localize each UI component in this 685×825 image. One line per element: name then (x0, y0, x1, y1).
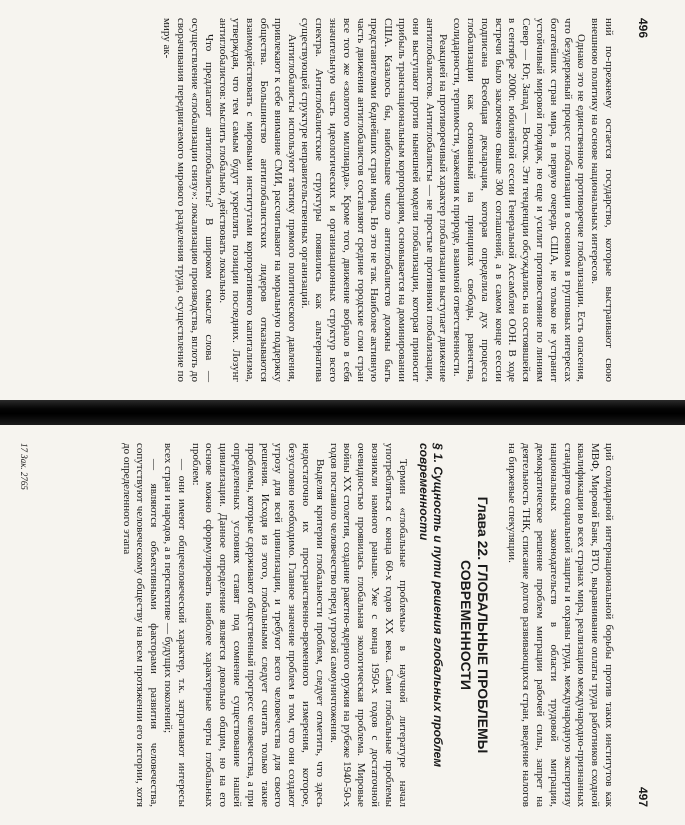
left-page (0, 0, 685, 400)
page-number-left: 496 (636, 18, 650, 39)
section-title: § 1. Сущность и пути решения глобальных проблем современности (416, 443, 445, 768)
paragraph: ний по-прежнему остается государство, которые выстраивают свою внешнюю политику на основе национальных интересов. (589, 18, 615, 382)
paragraph-continuation: ций солидарной интернациональной борьбы против таких институтов как МВФ, Мировой Банк, ВТО, выравнивание оплаты труда работников сходной квалификации во всех странах мира, реализацию международно-признанных стандартов социальной защиты и охраны труда, международную экспертизу национальных законодательств в области трудовой миграции, демократическое решение проблем миграции рабочей силы, запрет на деятельность ТНК, списание долгов развивающихся стран, введение налогов на биржевые спекуляции. (506, 443, 615, 807)
paragraph: Термин «глобальные проблемы» в научной литературе начал употребляться с конца 60-х годов XX века. Сами глобальные проблемы возникли намного раньше. Уже с конца 1950-х годов с достаточной очевидностью проявилась глобальная экологическая проблема. Мировые войны XX столетия, создание ракетно-ядерного оружия на рубеже 1940-50-х годов поставило человечество перед угрозой самоуничтожения. (327, 443, 409, 807)
chapter-title: Глава 22. ГЛОБАЛЬНЫЕ ПРОБЛЕМЫ СОВРЕМЕННОСТИ (457, 496, 491, 754)
paragraph: Реакцией на противоречивый характер глобализации выступает движение антиглобалистов. Антиглобалисты — не простые противники глобализации, они выступают против нынешней модели глобализации, которая приносит прибыль транснациональным корпорациям, основывается на доминировании США. Казалось бы, наибольшее число антиглобалистов должны быть представителями беднейших стран мира. Но это не так. Наиболее активную часть движения антиглобалистов составляют средние городские слои стран все того же «золотого миллиарда». Кроме того, движение вобрало в себя значительную часть идеологических и организационных структур всего спектра. Антиглобалистские структуры появились как альтернатива существующей структуре неправительственных организаций. (299, 18, 450, 382)
printer-signature: 17 Зак. 2765 (18, 443, 29, 490)
paragraph: Выделяя критерии глобальности проблем, следует отметить, что здесь недостаточно их пространственно-временного измерения, которое, безусловно необходимо. Главное значение проблем в том, что они создают угрозу для всей цивилизации, и требуют всего человечества для своего решения. Исходя из этого, глобальными следует считать только такие проблемы, которые сдерживают общественный прогресс человечества, а при определенных условиях ставят под сомнение существование нашей цивилизации. Данное определение является довольно общим, но на его основе можно сформулировать наиболее характерные черты глобальных проблем: (189, 443, 326, 807)
paragraph: Антиглобалисты используют тактику прямого политического давления, привлекают к себе внимание СМИ, рассчитывают на моральную поддержку общества. Большинство антиглобалистских лидеров отказываются взаимодействовать с мировыми институтами корпоративного капитализма, утверждая, что тем самым будут укреплять позиции последних. Лозунг антиглобалистов: мыслить глобально, действовать локально. (216, 18, 298, 382)
list-item: — они имеют общечеловеческий характер, т.к. затрагивают интересы всех стран и народов, а в перспективе — будущих поколений; (162, 443, 188, 807)
page-number-right: 497 (636, 786, 650, 807)
paragraph: Однако это не единственное противоречие глобализации. Есть опасения, что безудержный процесс глобализации в основном в групповых интересах богатейших стран мира, в первую очередь США, не только не устранит устойчивый мировой порядок, но еще и усилит противостояние по линиям Север — Юг, Запад — Восток. Эти тенденции обсуждались на состоявшейся в сентябре 2000г. юбилейной сессии Генеральной Ассамблеи ООН. В ходе встречи было заключено свыше 300 соглашений, а в самом конце сессии подписана Всеобщая декларация, которая определила дух процесса глобализации как основанный на принципах свободы, равенства, солидарности, терпимости, уважения к природе, взаимной ответственности. (451, 18, 588, 382)
paragraph: Что предлагают антиглобалисты? В широком смысле слова — осуществление «глобализации снизу»: локализацию производства, вплоть до сворачивания передвигаемого мирового разделения труда, осуществление по миру ак- (161, 18, 215, 382)
right-page (0, 425, 685, 825)
book-gutter (0, 400, 685, 425)
list-item: — являются объективными факторами развития человечества, сопутствуют человеческому обществу на всем протяжении его истории, хотя до определенного этапа (120, 443, 161, 807)
